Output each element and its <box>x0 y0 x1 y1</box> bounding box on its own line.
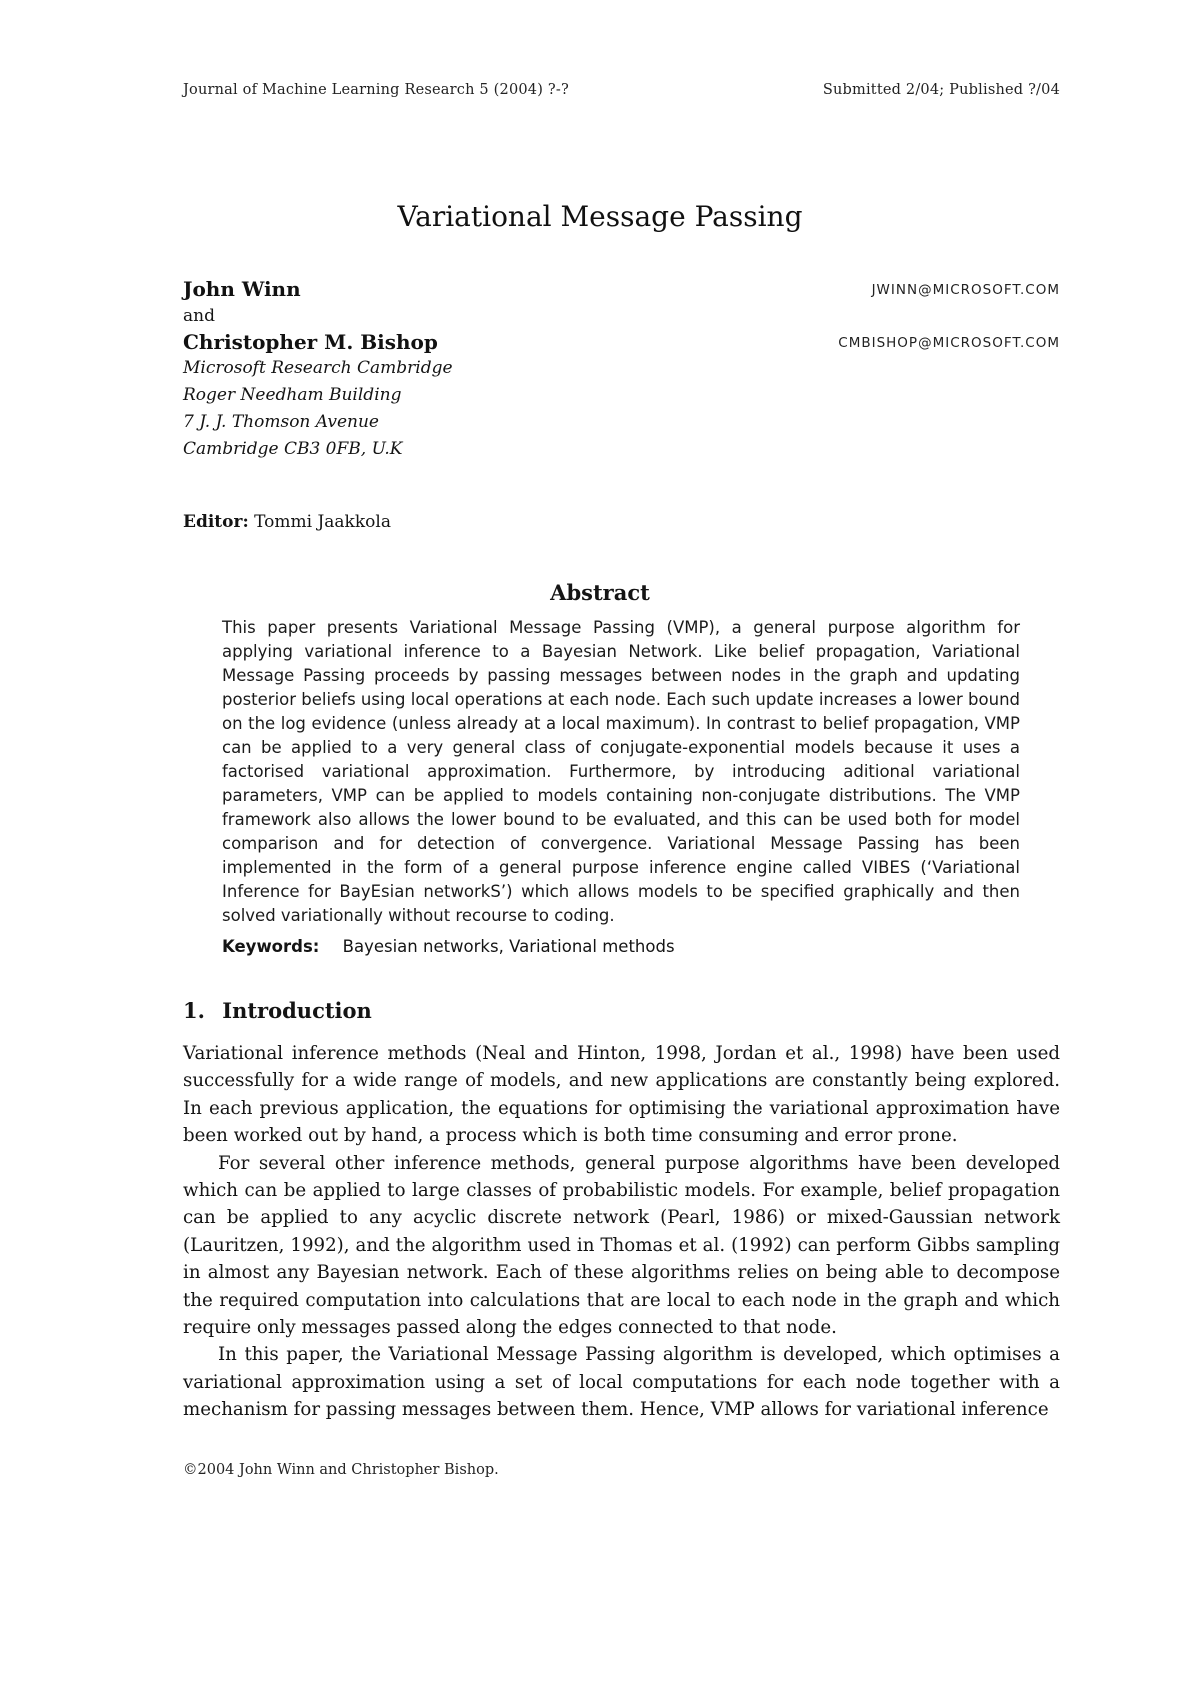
author-conjunction: and <box>183 306 215 326</box>
section-title: Introduction <box>222 998 372 1023</box>
abstract-text: This paper presents Variational Message Passing (VMP), a general purpose algorithm for applying variational inference to a Bayesian Network. Like belief propagation, Variational Message Passing proceeds by passing messages between nodes in the graph and updating posterior beliefs using local operations at each node. Each such update increases a lower bound on the log evidence (unless already at a local maximum). In contrast to belief propagation, VMP can be applied to a very general class of conjugate-exponential models because it uses a factorised variational approximation. Furthermore, by introducing aditional variational parameters, VMP can be applied to models containing non-conjugate distributions. The VMP framework also allows the lower bound to be evaluated, and this can be used both for model comparison and for detection of convergence. Variational Message Passing has been implemented in the form of a general purpose inference engine called VIBES (‘Variational Inference for BayEsian networkS’) which allows models to be specified graphically and then solved variationally without recourse to coding. <box>222 618 1020 925</box>
paragraph: For several other inference methods, general purpose algorithms have been developed which can be applied to large classes of probabilistic models. For example, belief propagation can be applied to any acyclic discrete network (Pearl, 1986) or mixed-Gaussian network (Lauritzen, 1992), and the algorithm used in Thomas et al. (1992) can perform Gibbs sampling in almost any Bayesian network. Each of these algorithms relies on being able to decompose the required computation into calculations that are local to each node in the graph and which require only messages passed along the edges connected to that node. <box>183 1152 1060 1339</box>
author-name-2: Christopher M. Bishop <box>183 330 438 354</box>
section-heading <box>183 998 372 1023</box>
section-number: 1. <box>183 998 205 1023</box>
introduction-body <box>183 1040 1060 1424</box>
keywords-label: Keywords: <box>222 937 320 956</box>
copyright-footer: ©2004 John Winn and Christopher Bishop. <box>183 1462 499 1478</box>
keywords-list: Bayesian networks, Variational methods <box>342 937 675 956</box>
affiliation-line: Cambridge CB3 0FB, U.K <box>183 439 403 459</box>
abstract-heading: Abstract <box>550 580 650 605</box>
affiliation-line: Microsoft Research Cambridge <box>183 358 453 378</box>
editor-label: Editor: <box>183 512 249 532</box>
affiliation-line: Roger Needham Building <box>183 385 402 405</box>
editor-name: Tommi Jaakkola <box>254 512 391 532</box>
keywords-line <box>222 937 675 956</box>
author-email-2[interactable]: CMBISHOP@MICROSOFT.COM <box>838 335 1060 351</box>
paragraph: Variational inference methods (Neal and Hinton, 1998, Jordan et al., 1998) have been used successfully for a wide range of models, and new applications are constantly being explored. In each previous application, the equations for optimising the variational approximation have been worked out by hand, a process which is both time consuming and error prone. <box>183 1043 1060 1147</box>
affiliation-line: 7 J. J. Thomson Avenue <box>183 412 379 432</box>
editor-line <box>183 512 391 532</box>
submission-info: Submitted 2/04; Published ?/04 <box>822 82 1060 98</box>
paper-title: Variational Message Passing <box>397 200 803 233</box>
paragraph: In this paper, the Variational Message Passing algorithm is developed, which optimises a variational approximation using a set of local computations for each node together with a mechanism for passing messages between them. Hence, VMP allows for variational inference <box>183 1344 1060 1421</box>
author-name-1: John Winn <box>183 277 301 301</box>
journal-header: Journal of Machine Learning Research 5 (2004) ?-? <box>183 82 569 98</box>
author-email-1[interactable]: JWINN@MICROSOFT.COM <box>871 282 1060 298</box>
